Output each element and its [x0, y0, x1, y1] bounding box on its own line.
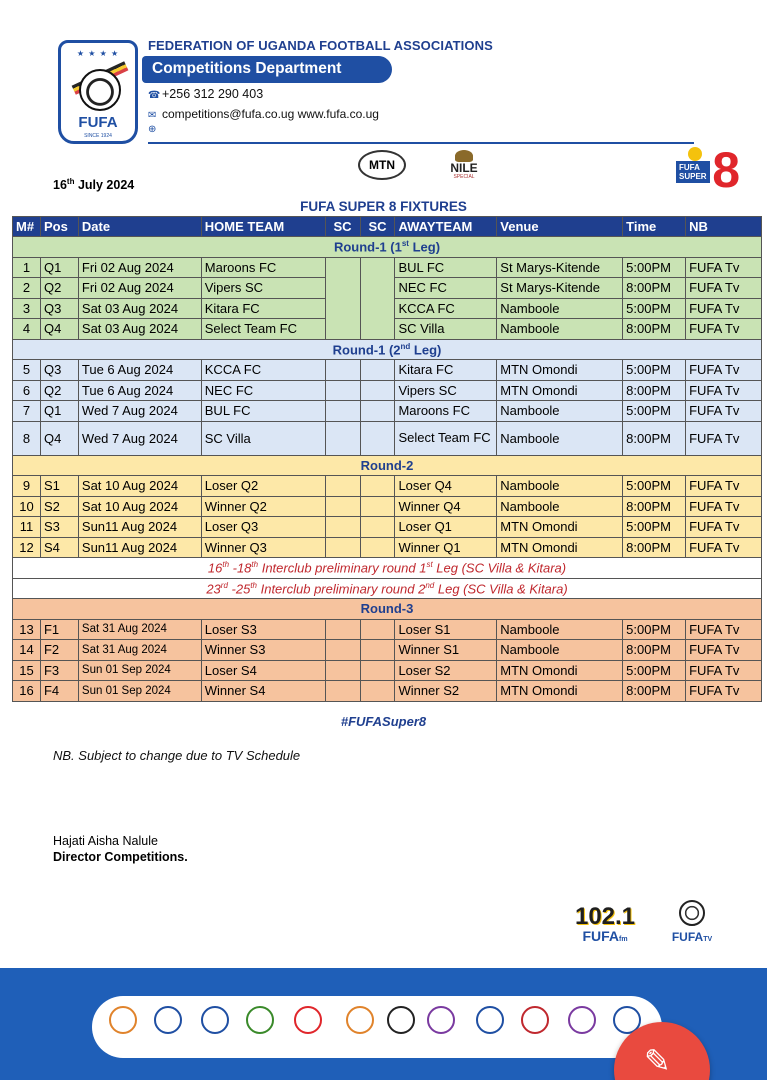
broadcaster-cell: FUFA Tv: [686, 537, 762, 558]
away-team-cell: SC Villa: [395, 319, 497, 340]
time-cell: 5:00PM: [623, 660, 686, 681]
away-team-cell: KCCA FC: [395, 298, 497, 319]
date-rest: July 2024: [74, 178, 135, 193]
round-title: Round-1 (2nd Leg): [13, 339, 762, 360]
away-team-cell: Kitara FC: [395, 360, 497, 381]
away-team-cell: Maroons FC: [395, 401, 497, 422]
time-cell: 8:00PM: [623, 496, 686, 517]
fixture-row: [13, 476, 762, 497]
match-number-cell: 15: [13, 660, 41, 681]
league-shield-logo: [470, 1006, 510, 1046]
date-cell: Fri 02 Aug 2024: [78, 257, 201, 278]
date-cell: Sun11 Aug 2024: [78, 517, 201, 538]
home-team-cell: NEC FC: [201, 380, 325, 401]
league-crest-logo: [340, 1006, 380, 1046]
round-header-r2: [13, 455, 762, 476]
home-score-cell: [325, 619, 360, 640]
match-number-cell: 5: [13, 360, 41, 381]
away-score-cell: [360, 496, 395, 517]
venue-cell: St Marys-Kitende: [497, 278, 623, 299]
date-cell: Sat 31 Aug 2024: [78, 640, 201, 661]
date-cell: Tue 6 Aug 2024: [78, 380, 201, 401]
globe-icon: ⊕: [148, 124, 157, 135]
venue-cell: MTN Omondi: [497, 360, 623, 381]
position-cell: S2: [40, 496, 78, 517]
header-cell: M#: [13, 217, 41, 237]
interclub-note-2: [13, 578, 762, 599]
away-team-cell: Loser S2: [395, 660, 497, 681]
fufa-logo: [58, 40, 138, 144]
venue-cell: Namboole: [497, 319, 623, 340]
broadcaster-cell: FUFA Tv: [686, 278, 762, 299]
home-score-cell: [325, 496, 360, 517]
department-banner: Competitions Department: [142, 56, 392, 83]
broadcaster-cell: FUFA Tv: [686, 421, 762, 455]
tv-ball-icon: [679, 900, 705, 926]
home-team-cell: SC Villa: [201, 421, 325, 455]
match-number-cell: 14: [13, 640, 41, 661]
date-cell: Sat 10 Aug 2024: [78, 496, 201, 517]
header-divider: [148, 142, 694, 144]
venue-cell: Namboole: [497, 476, 623, 497]
home-team-cell: BUL FC: [201, 401, 325, 422]
away-score-cell: [360, 537, 395, 558]
mtn-logo: MTN: [358, 150, 406, 180]
time-cell: 5:00PM: [623, 360, 686, 381]
match-number-cell: 16: [13, 681, 41, 702]
time-cell: 5:00PM: [623, 517, 686, 538]
nile-special-logo: [442, 150, 486, 184]
header-cell: Date: [78, 217, 201, 237]
home-score-cell: [325, 517, 360, 538]
venue-cell: MTN Omondi: [497, 537, 623, 558]
logo-football: [79, 69, 121, 111]
fixture-row: [13, 380, 762, 401]
interclub-note-1: [13, 558, 762, 579]
fixture-row: [13, 421, 762, 455]
venue-cell: Namboole: [497, 421, 623, 455]
time-cell: 8:00PM: [623, 319, 686, 340]
stanbic-cup-logo: [148, 1006, 188, 1046]
date-cell: Sat 03 Aug 2024: [78, 298, 201, 319]
broadcaster-cell: FUFA Tv: [686, 681, 762, 702]
round-title: Round-3: [13, 599, 762, 620]
position-cell: Q2: [40, 380, 78, 401]
logo-stars: ★ ★ ★ ★: [76, 49, 120, 58]
away-team-cell: NEC FC: [395, 278, 497, 299]
home-team-cell: Winner Q2: [201, 496, 325, 517]
time-cell: 5:00PM: [623, 257, 686, 278]
time-cell: 5:00PM: [623, 476, 686, 497]
date-cell: Fri 02 Aug 2024: [78, 278, 201, 299]
pencil-icon: ✎: [644, 1043, 671, 1079]
away-team-cell: Loser S1: [395, 619, 497, 640]
date-suffix: th: [66, 177, 75, 186]
position-cell: Q1: [40, 401, 78, 422]
fixture-row: [13, 401, 762, 422]
phone-number: +256 312 290 403: [162, 87, 264, 101]
fixture-row: [13, 640, 762, 661]
header-cell: Venue: [497, 217, 623, 237]
fixture-row: [13, 360, 762, 381]
super8-box: FUFA SUPER: [676, 161, 710, 183]
away-score-cell: [360, 380, 395, 401]
away-team-cell: Winner Q4: [395, 496, 497, 517]
match-number-cell: 7: [13, 401, 41, 422]
date-cell: Wed 7 Aug 2024: [78, 421, 201, 455]
fixture-row: [13, 496, 762, 517]
contact-email-web: [148, 107, 379, 121]
time-cell: 8:00PM: [623, 640, 686, 661]
away-score-cell: [360, 421, 395, 455]
trophy-logo: [520, 1006, 550, 1046]
venue-cell: Namboole: [497, 640, 623, 661]
away-score-cell: [360, 660, 395, 681]
time-cell: 8:00PM: [623, 681, 686, 702]
fwsl-logo: [426, 1006, 456, 1046]
home-team-cell: Loser Q3: [201, 517, 325, 538]
note-text: 16th -18th Interclub preliminary round 1st Leg (SC Villa & Kitara): [13, 558, 762, 579]
header-cell: NB: [686, 217, 762, 237]
away-team-cell: Winner Q1: [395, 537, 497, 558]
home-team-cell: Winner S3: [201, 640, 325, 661]
home-team-cell: Loser S4: [201, 660, 325, 681]
away-score-cell: [360, 517, 395, 538]
home-score-cell: [325, 380, 360, 401]
home-team-cell: Kitara FC: [201, 298, 325, 319]
position-cell: Q4: [40, 319, 78, 340]
header-cell: SC: [360, 217, 395, 237]
match-number-cell: 3: [13, 298, 41, 319]
signatory-title: Director Competitions.: [53, 850, 188, 864]
broadcaster-cell: FUFA Tv: [686, 517, 762, 538]
header-cell: SC: [325, 217, 360, 237]
broadcaster-cell: FUFA Tv: [686, 319, 762, 340]
fufa-badge-logo: [200, 1006, 230, 1046]
nile-sub: SPECIAL: [453, 174, 475, 180]
nb-note: NB. Subject to change due to TV Schedule: [53, 748, 301, 763]
header-cell: Pos: [40, 217, 78, 237]
header-cell: AWAYTEAM: [395, 217, 497, 237]
date-cell: Sat 10 Aug 2024: [78, 476, 201, 497]
uganda-cup-logo: [108, 1006, 138, 1046]
match-number-cell: 13: [13, 619, 41, 640]
away-team-cell: Vipers SC: [395, 380, 497, 401]
fufa-super8-logo: [674, 142, 742, 198]
match-number-cell: 4: [13, 319, 41, 340]
away-score-cell: [360, 619, 395, 640]
home-score-cell: [325, 421, 360, 455]
home-score-cell: [325, 660, 360, 681]
header-cell: HOME TEAM: [201, 217, 325, 237]
venue-cell: Namboole: [497, 619, 623, 640]
time-cell: 8:00PM: [623, 421, 686, 455]
contact-phone: [148, 87, 263, 101]
position-cell: S1: [40, 476, 78, 497]
fixtures-title: FUFA SUPER 8 FIXTURES: [300, 199, 467, 214]
betpawa-league-logo: [240, 1006, 280, 1046]
super8-mascot: [688, 147, 702, 161]
match-number-cell: 2: [13, 278, 41, 299]
time-cell: 8:00PM: [623, 278, 686, 299]
contact-web: [148, 121, 162, 135]
time-cell: 5:00PM: [623, 401, 686, 422]
match-number-cell: 6: [13, 380, 41, 401]
logo-since: SINCE 1924: [84, 133, 112, 139]
venue-cell: MTN Omondi: [497, 380, 623, 401]
header-cell: Time: [623, 217, 686, 237]
fixture-row: [13, 681, 762, 702]
date-cell: Tue 6 Aug 2024: [78, 360, 201, 381]
fixture-row: [13, 619, 762, 640]
broadcaster-cell: FUFA Tv: [686, 660, 762, 681]
fm-frequency: 102.1: [574, 903, 636, 930]
home-score-cell: [325, 257, 360, 339]
round-header-r1l1: [13, 237, 762, 258]
home-score-cell: [325, 360, 360, 381]
home-score-cell: [325, 401, 360, 422]
home-team-cell: Loser Q2: [201, 476, 325, 497]
home-team-cell: Select Team FC: [201, 319, 325, 340]
home-team-cell: KCCA FC: [201, 360, 325, 381]
fufa-tv-logo: [662, 900, 722, 948]
match-number-cell: 11: [13, 517, 41, 538]
home-score-cell: [325, 681, 360, 702]
away-team-cell: Select Team FC: [395, 421, 497, 455]
nile-text: NILE: [450, 161, 478, 175]
home-team-cell: Winner S4: [201, 681, 325, 702]
away-score-cell: [360, 476, 395, 497]
fixture-row: [13, 257, 762, 278]
round-header-r1l2: [13, 339, 762, 360]
date-cell: Sun 01 Sep 2024: [78, 681, 201, 702]
home-team-cell: Vipers SC: [201, 278, 325, 299]
date-cell: Sun11 Aug 2024: [78, 537, 201, 558]
home-score-cell: [325, 476, 360, 497]
table-header-row: [13, 217, 762, 237]
broadcaster-cell: FUFA Tv: [686, 640, 762, 661]
position-cell: F3: [40, 660, 78, 681]
venue-cell: Namboole: [497, 401, 623, 422]
juniors-league-logo: [562, 1006, 602, 1046]
away-score-cell: [360, 401, 395, 422]
fm-brand: FUFAfm: [582, 928, 628, 944]
match-number-cell: 1: [13, 257, 41, 278]
away-score-cell: [360, 640, 395, 661]
home-team-cell: Winner Q3: [201, 537, 325, 558]
venue-cell: MTN Omondi: [497, 517, 623, 538]
phone-icon: ☎: [148, 90, 161, 101]
position-cell: Q2: [40, 278, 78, 299]
away-score-cell: [360, 681, 395, 702]
email-web-text[interactable]: competitions@fufa.co.ug www.fufa.co.ug: [162, 107, 379, 121]
broadcaster-cell: FUFA Tv: [686, 380, 762, 401]
time-cell: 5:00PM: [623, 619, 686, 640]
home-score-cell: [325, 640, 360, 661]
broadcaster-cell: FUFA Tv: [686, 496, 762, 517]
venue-cell: MTN Omondi: [497, 660, 623, 681]
broadcaster-cell: FUFA Tv: [686, 619, 762, 640]
fixture-row: [13, 517, 762, 538]
fixture-row: [13, 537, 762, 558]
fixtures-table: [12, 216, 762, 702]
home-team-cell: Maroons FC: [201, 257, 325, 278]
broadcaster-cell: FUFA Tv: [686, 360, 762, 381]
date-cell: Wed 7 Aug 2024: [78, 401, 201, 422]
away-team-cell: Winner S2: [395, 681, 497, 702]
match-number-cell: 9: [13, 476, 41, 497]
time-cell: 8:00PM: [623, 537, 686, 558]
broadcaster-cell: FUFA Tv: [686, 476, 762, 497]
tv-brand: FUFATV: [671, 930, 713, 944]
hashtag: #FUFASuper8: [340, 714, 427, 729]
round-title: Round-1 (1st Leg): [13, 237, 762, 258]
position-cell: F4: [40, 681, 78, 702]
position-cell: F2: [40, 640, 78, 661]
match-number-cell: 8: [13, 421, 41, 455]
position-cell: S4: [40, 537, 78, 558]
match-number-cell: 10: [13, 496, 41, 517]
home-score-cell: [325, 537, 360, 558]
position-cell: Q3: [40, 298, 78, 319]
away-team-cell: Winner S1: [395, 640, 497, 661]
date-day: 16: [53, 178, 67, 193]
round-title: Round-2: [13, 455, 762, 476]
fufa-fm-logo: [570, 905, 640, 947]
position-cell: Q4: [40, 421, 78, 455]
broadcaster-cell: FUFA Tv: [686, 401, 762, 422]
document-date: [53, 177, 134, 192]
position-cell: F1: [40, 619, 78, 640]
time-cell: 5:00PM: [623, 298, 686, 319]
fufa-super8-small-logo: [288, 1006, 328, 1046]
date-cell: Sun 01 Sep 2024: [78, 660, 201, 681]
away-score-cell: [360, 360, 395, 381]
super-league-logo: [386, 1006, 416, 1046]
venue-cell: St Marys-Kitende: [497, 257, 623, 278]
fixture-row: [13, 660, 762, 681]
email-icon: ✉: [148, 110, 157, 121]
position-cell: S3: [40, 517, 78, 538]
time-cell: 8:00PM: [623, 380, 686, 401]
logo-label: FUFA: [78, 114, 118, 131]
broadcaster-cell: FUFA Tv: [686, 257, 762, 278]
super8-number: 8: [712, 142, 740, 198]
away-score-cell: [360, 257, 395, 339]
position-cell: Q3: [40, 360, 78, 381]
broadcaster-cell: FUFA Tv: [686, 298, 762, 319]
home-team-cell: Loser S3: [201, 619, 325, 640]
date-cell: Sat 31 Aug 2024: [78, 619, 201, 640]
venue-cell: Namboole: [497, 496, 623, 517]
venue-cell: Namboole: [497, 298, 623, 319]
date-cell: Sat 03 Aug 2024: [78, 319, 201, 340]
signatory-name: Hajati Aisha Nalule: [53, 834, 158, 848]
match-number-cell: 12: [13, 537, 41, 558]
note-text: 23rd -25th Interclub preliminary round 2nd Leg (SC Villa & Kitara): [13, 578, 762, 599]
away-team-cell: Loser Q1: [395, 517, 497, 538]
venue-cell: MTN Omondi: [497, 681, 623, 702]
away-team-cell: BUL FC: [395, 257, 497, 278]
round-header-r3: [13, 599, 762, 620]
org-name: FEDERATION OF UGANDA FOOTBALL ASSOCIATIONS: [148, 38, 493, 53]
away-team-cell: Loser Q4: [395, 476, 497, 497]
position-cell: Q1: [40, 257, 78, 278]
